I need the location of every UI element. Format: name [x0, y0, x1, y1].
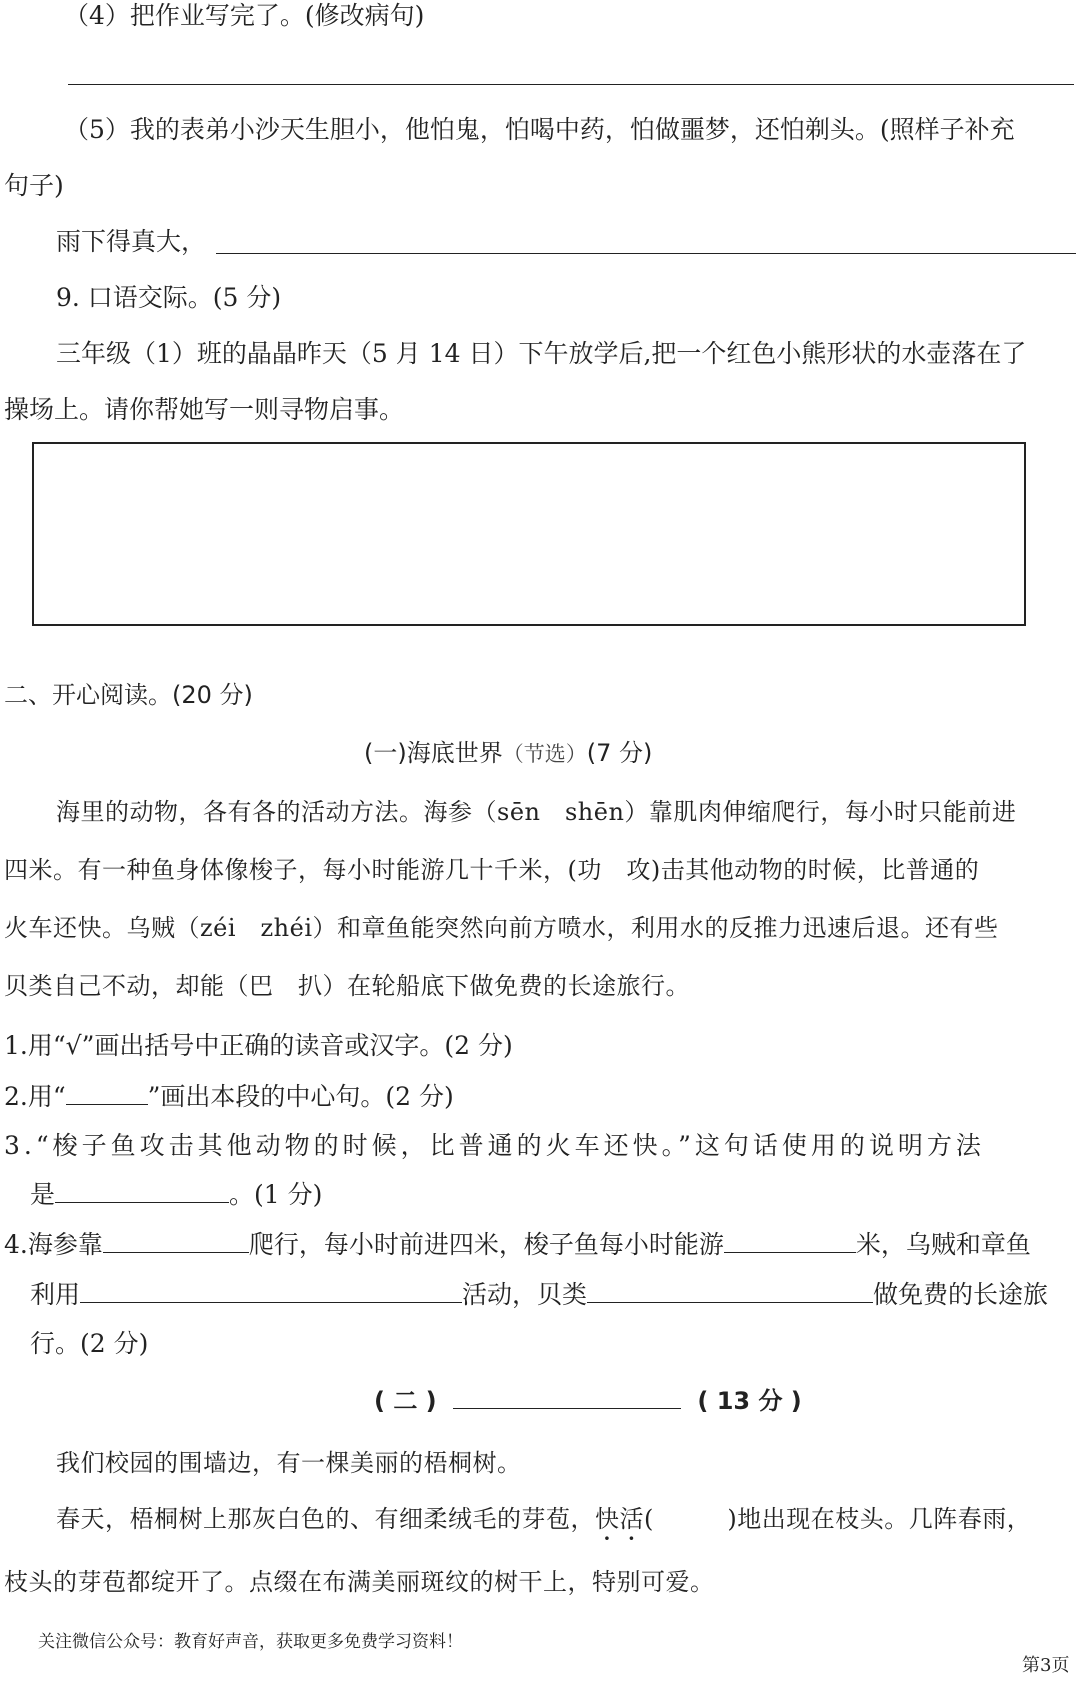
passage2-title: [374, 1384, 802, 1417]
passage1-line4: 贝类自己不动，却能（巴 扒）在轮船底下做免费的长途旅行。: [4, 972, 690, 1000]
question-4-f: 做免费的长途旅: [873, 1280, 1049, 1309]
passage2-title-blank[interactable]: [453, 1384, 681, 1409]
question-2-line-sample: [66, 1080, 148, 1105]
question-4-blank1[interactable]: [103, 1228, 249, 1253]
question-3-blank[interactable]: [55, 1178, 229, 1203]
question-4-e: 活动，贝类: [462, 1280, 588, 1309]
q8-item5-line2: 句子): [4, 171, 64, 200]
question-4-blank2[interactable]: [724, 1228, 856, 1253]
q8-item5-line1: （5）我的表弟小沙天生胆小，他怕鬼，怕喝中药，怕做噩梦，还怕剃头。(照样子补充: [64, 115, 1015, 144]
answer-line-item4[interactable]: [68, 84, 1074, 85]
q9-title: 9. 口语交际。(5 分): [56, 283, 282, 312]
page-number: 第3页: [1022, 1655, 1070, 1676]
passage2-line2: [56, 1503, 1031, 1535]
question-2-before: 2.用“: [4, 1082, 66, 1111]
passage1-title-main: (一)海底世界: [364, 739, 503, 767]
q9-text-line1: 三年级（1）班的晶晶昨天（5 月 14 日）下午放学后,把一个红色小熊形状的水壶落在了: [56, 339, 1027, 368]
answer-line-item5[interactable]: [216, 253, 1076, 254]
q8-item5-prompt: 雨下得真大，: [56, 227, 207, 256]
section2-title: 二、开心阅读。(20 分): [4, 681, 253, 709]
passage1-line3: 火车还快。乌贼（zéi zhéi）和章鱼能突然向前方喷水，利用水的反推力迅速后退。还有些: [4, 914, 999, 942]
question-3-after: 。(1 分): [229, 1180, 323, 1209]
question-4-b: 爬行，每小时前进四米，梭子鱼每小时能游: [248, 1230, 724, 1259]
question-4-line3: 行。(2 分): [30, 1329, 149, 1358]
question-2: [4, 1080, 454, 1113]
question-4-blank3[interactable]: [80, 1278, 462, 1303]
q9-text-line2: 操场上。请你帮她写一则寻物启事。: [4, 395, 405, 424]
answer-box-lost-notice[interactable]: [32, 442, 1026, 626]
question-4-a: 4.海参靠: [4, 1230, 103, 1259]
question-3-line1: 3.“梭子鱼攻击其他动物的时候，比普通的火车还快。”这句话使用的说明方法: [4, 1131, 985, 1160]
passage2-line2-b: ( )地出现在枝头。几阵春雨，: [644, 1505, 1032, 1533]
passage1-title-sub: （节选）: [502, 742, 587, 766]
emphasis-char-2: 活: [619, 1505, 644, 1533]
passage2-title-left: ( 二 ): [374, 1387, 437, 1415]
q8-item4: （4）把作业写完了。(修改病句): [64, 1, 425, 30]
question-4-d: 利用: [30, 1280, 81, 1309]
passage1-title: [364, 737, 652, 770]
passage2-line2-a: 春天，梧桐树上那灰白色的、有细柔绒毛的芽苞，: [56, 1505, 595, 1533]
passage1-line2: 四米。有一种鱼身体像梭子，每小时能游几十千米，(功 攻)击其他动物的时候，比普通的: [4, 856, 980, 884]
passage2-line3: 枝头的芽苞都绽开了。点缀在布满美丽斑纹的树干上，特别可爱。: [4, 1568, 715, 1596]
passage1-line1: 海里的动物，各有各的活动方法。海参（sēn shēn）靠肌肉伸缩爬行，每小时只能前进: [56, 798, 1017, 826]
emphasis-char-1: 快: [595, 1505, 620, 1533]
question-3-line2: [30, 1178, 322, 1211]
question-4-blank4[interactable]: [587, 1278, 873, 1303]
passage2-line1: 我们校园的围墙边，有一棵美丽的梧桐树。: [56, 1449, 522, 1477]
question-2-after: ”画出本段的中心句。(2 分): [147, 1082, 454, 1111]
passage2-title-right: ( 13 分 ): [697, 1387, 802, 1415]
question-4-line2: [30, 1278, 1048, 1311]
passage1-title-score: (7 分): [586, 739, 653, 767]
question-4-c: 米，乌贼和章鱼: [855, 1230, 1031, 1259]
question-3-before: 是: [30, 1180, 56, 1209]
question-4-line1: [4, 1228, 1031, 1261]
footer-notice: 关注微信公众号：教育好声音，获取更多免费学习资料！: [38, 1632, 463, 1652]
question-1: 1.用“√”画出括号中正确的读音或汉字。(2 分): [4, 1031, 513, 1060]
